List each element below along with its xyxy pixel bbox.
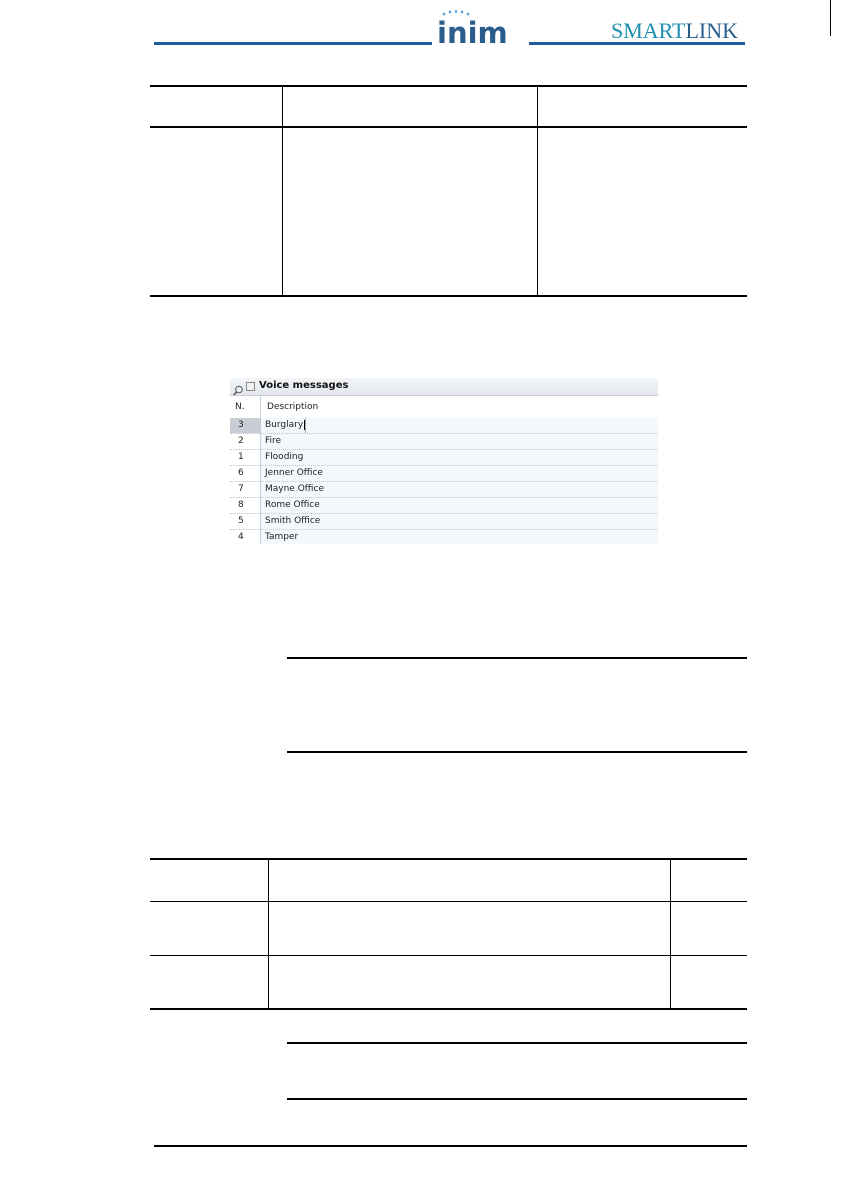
- logo-smart-text: SMART: [611, 18, 686, 43]
- logo-link-text: LINK: [685, 18, 739, 43]
- note2-top-rule: [287, 1042, 747, 1044]
- row-number: 1: [230, 450, 260, 465]
- row-number: 8: [230, 498, 260, 513]
- note1-bottom-rule: [287, 751, 747, 753]
- window-icon[interactable]: [246, 382, 255, 391]
- table2-top-rule: [150, 858, 747, 860]
- row-description: Tamper: [265, 532, 299, 542]
- row-number: 4: [230, 530, 260, 544]
- table1-col-sep-2: [537, 87, 538, 295]
- row-number: 3: [230, 418, 260, 433]
- table2-col-sep-1: [268, 860, 269, 1008]
- footer-rule: [154, 1145, 747, 1147]
- row-number: 2: [230, 434, 260, 449]
- inim-logo: [436, 10, 526, 46]
- table1-top-rule: [150, 85, 747, 87]
- smartlink-logo: [611, 20, 738, 42]
- table-row[interactable]: [230, 514, 658, 530]
- table-row[interactable]: [230, 466, 658, 482]
- svg-text:inim: inim: [437, 16, 508, 46]
- note1-top-rule: [287, 657, 747, 659]
- voice-messages-list: [230, 418, 658, 544]
- row-description: Fire: [265, 436, 282, 446]
- table2-header-rule: [150, 901, 747, 902]
- note2-bottom-rule: [287, 1098, 747, 1100]
- table-row[interactable]: [230, 450, 658, 466]
- row-description: Mayne Office: [265, 484, 324, 494]
- table-row[interactable]: [230, 482, 658, 498]
- voice-messages-titlebar: [230, 378, 658, 396]
- row-description: Rome Office: [265, 500, 320, 510]
- row-number: 7: [230, 482, 260, 497]
- row-description[interactable]: Burglary: [265, 418, 306, 433]
- table2-col-sep-2: [670, 860, 671, 1008]
- header-rule-left: [154, 42, 432, 45]
- table2-row-rule: [150, 955, 747, 956]
- table1-bottom-rule: [150, 295, 747, 297]
- row-description: Smith Office: [265, 516, 321, 526]
- column-n-header[interactable]: N.: [235, 402, 245, 412]
- table1-col-sep-1: [282, 87, 283, 295]
- search-icon[interactable]: [233, 381, 244, 392]
- row-number: 5: [230, 514, 260, 529]
- table-row[interactable]: [230, 530, 658, 544]
- table-row[interactable]: [230, 418, 658, 434]
- voice-messages-window: [230, 378, 658, 544]
- table1-header-rule: [150, 126, 747, 128]
- row-number: 6: [230, 466, 260, 481]
- table-row[interactable]: [230, 434, 658, 450]
- row-description: Jenner Office: [265, 468, 323, 478]
- voice-messages-title: Voice messages: [259, 380, 349, 391]
- page-edge-line: [830, 0, 831, 36]
- voice-messages-column-header: [230, 396, 658, 419]
- table2-bottom-rule: [150, 1008, 747, 1010]
- row-description: Flooding: [265, 452, 304, 462]
- column-description-header[interactable]: Description: [267, 402, 319, 412]
- table-row[interactable]: [230, 498, 658, 514]
- column-separator[interactable]: [260, 396, 261, 544]
